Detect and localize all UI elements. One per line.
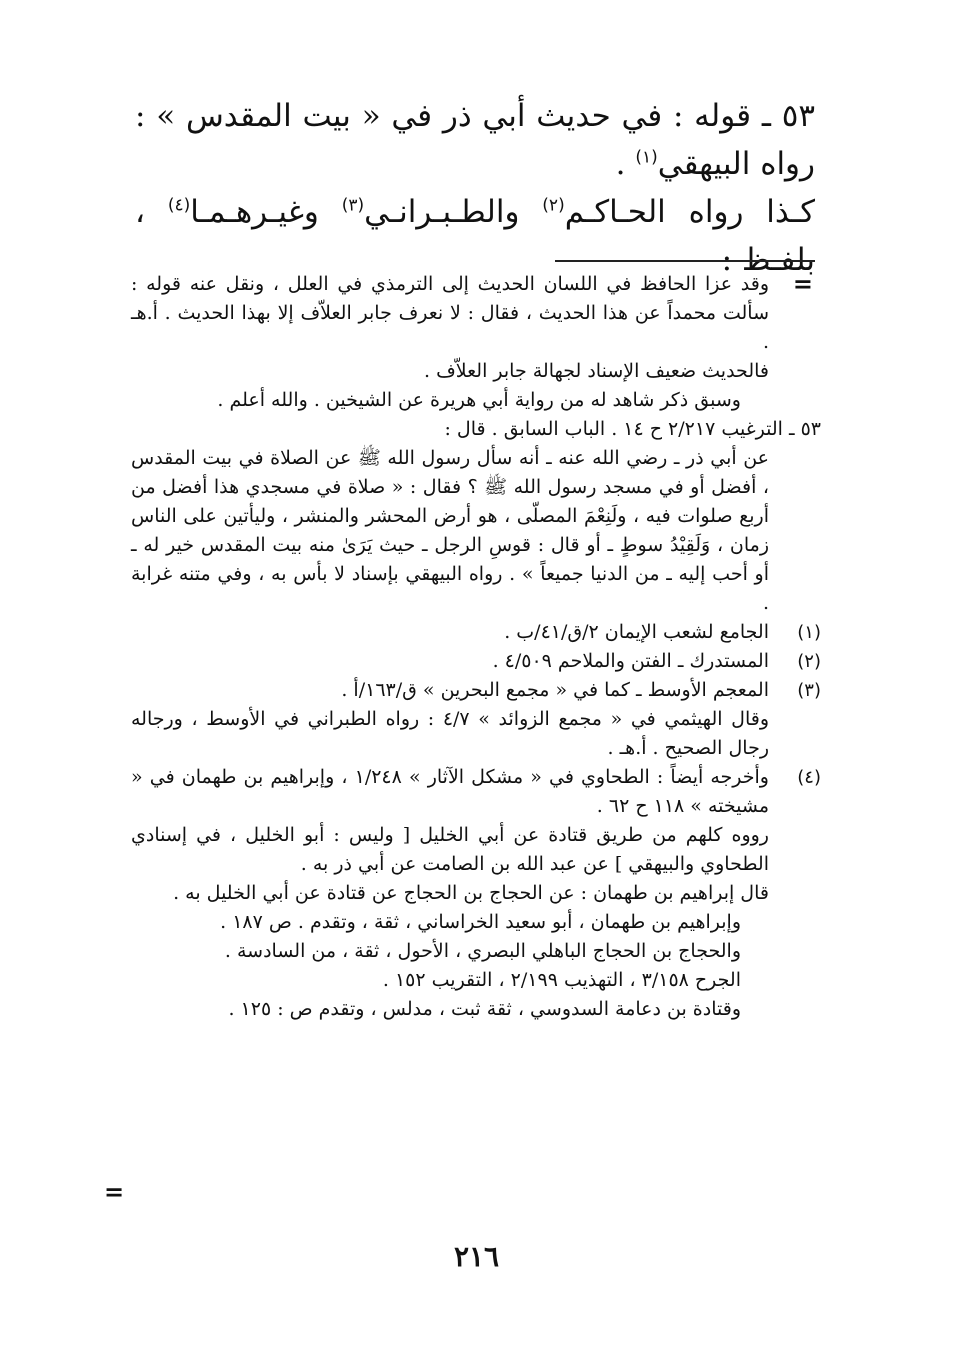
footnote-4-text: وأخرجه أيضاً : الطحاوي في « مشكل الآثار » ١/٢٤٨ ، وإبراهيم بن طهمان في « مشيخته » ١١٨ ح ٦٢ . <box>131 766 769 817</box>
footnote-1-number: (١) <box>797 622 821 643</box>
footnote-1-text: الجامع لشعب الإيمان ٢/ق/٤١/ب . <box>504 621 769 643</box>
narration-hakim: كـذا رواه الحـاكـم <box>564 194 815 230</box>
footnote-3-number: (٣) <box>797 680 821 701</box>
footnote-continued-1: وقد عزا الحافظ في اللسان الحديث إلى الترمذي في العلل ، ونقل عنه قوله : سألت محمداً عن هذا الحديث ، فقال : لا نعرف جابر العلاّف إلا بهذا الحديث . أ.هـ . <box>131 273 769 353</box>
continuation-mark-bottom: = <box>104 1178 125 1206</box>
footnote-3-text: المعجم الأوسط ـ كما في « مجمع البحرين » ق/١٦٣/أ . <box>341 679 769 701</box>
footnote-4-number: (٤) <box>797 767 821 788</box>
narration-others: وغيـرهـمـا <box>190 194 342 230</box>
footnote-4-narrator-hajjaj: والحجاج بن الحجاج الباهلي البصري ، الأحول ، ثقة ، من السادسة . <box>224 940 741 962</box>
continuation-mark-top: = <box>792 270 813 298</box>
main-text <box>135 92 815 284</box>
footnote-3 <box>131 676 821 705</box>
main-paragraph-53-end: . <box>615 146 636 182</box>
footnote-1 <box>131 618 821 647</box>
footnote-4 <box>131 763 821 821</box>
footnote-separator <box>555 260 815 262</box>
footnote-53-text: عن أبي ذر ـ رضي الله عنه ـ أنه سأل رسول الله ﷺ عن الصلاة في بيت المقدس ، أفضل أو في مسجد رسول الله ﷺ ؟ فقال : « صلاة في مسجدي هذا أفضل من أربع صلوات فيه ، ولَنِعْمَ المصلّى ، هو أرض المحشر والمنشر ، وليأتين على الناس زمان ، وَلَقِيْدُ سوطٍ ـ أو قال : قوسِ الرجل ـ حيث يَرَىٰ منه بيت المقدس خير له ـ أو أحب إليه ـ من الدنيا جميعاً » . رواه البيهقي بإسناد لا بأس به ، وفي متنه غرابة . <box>131 447 769 614</box>
footnote-4-narrator-qatada: وقتادة بن دعامة السدوسي ، ثقة ثبت ، مدلس ، وتقدم ص : ١٢٥ . <box>228 998 741 1020</box>
footnote-2-number: (٢) <box>797 651 821 672</box>
footnote-3-haythami: وقال الهيثمي في « مجمع الزوائد » ٤/٧ : رواه الطبراني في الأوسط ، ورجاله رجال الصحيح . أ.هـ . <box>131 708 769 759</box>
footnotes <box>131 270 821 1024</box>
footnote-4-ibn-tahman: قال إبراهيم بن طهمان : عن الحجاج بن الحجاج عن قتادة عن أبي الخليل به . <box>173 882 769 904</box>
narration-tabarani: والطـبـرانـي <box>364 194 543 230</box>
main-paragraph-53 <box>135 92 815 188</box>
footnote-continued-2: فالحديث ضعيف الإسناد لجهالة جابر العلاّف . <box>424 360 769 382</box>
footnote-continued-3: وسبق ذكر شاهد له من رواية أبي هريرة عن الشيخين . والله أعلم . <box>217 389 741 411</box>
footnote-ref-4: (٤) <box>167 195 191 216</box>
footnote-2-text: المستدرك ـ الفتن والملاحم ٤/٥٠٩ . <box>492 650 769 672</box>
footnote-ref-1: (١) <box>635 147 658 168</box>
footnote-2 <box>131 647 821 676</box>
footnote-53-heading: ٥٣ ـ الترغيب ٢/٢١٧ ح ١٤ . الباب السابق . قال : <box>444 418 821 440</box>
page-number: ٢١٦ <box>453 1240 500 1273</box>
footnote-4-narrator-ibrahim: وإبراهيم بن طهمان ، أبو سعيد الخراساني ، ثقة ، وتقدم . ص ١٨٧ . <box>220 911 741 933</box>
footnote-ref-2: (٢) <box>542 195 565 216</box>
footnote-4-chain: رووه كلهم من طريق قتادة عن أبي الخليل [ وليس : أبو الخليل ، في إسنادي الطحاوي والبيهقي ] عن عبد الله بن الصامت عن أبي ذر به . <box>131 824 769 875</box>
footnote-4-references: الجرح ٣/١٥٨ ، التهذيب ٢/١٩٩ ، التقريب ١٥٢ . <box>382 969 741 991</box>
main-paragraph-53-text: ٥٣ ـ قوله : في حديث أبي ذر في « بيت المقدس » : رواه البيهقي <box>135 98 815 182</box>
narration-wording: ، بلفـظ : <box>135 194 815 278</box>
footnote-ref-3: (٣) <box>341 195 365 216</box>
